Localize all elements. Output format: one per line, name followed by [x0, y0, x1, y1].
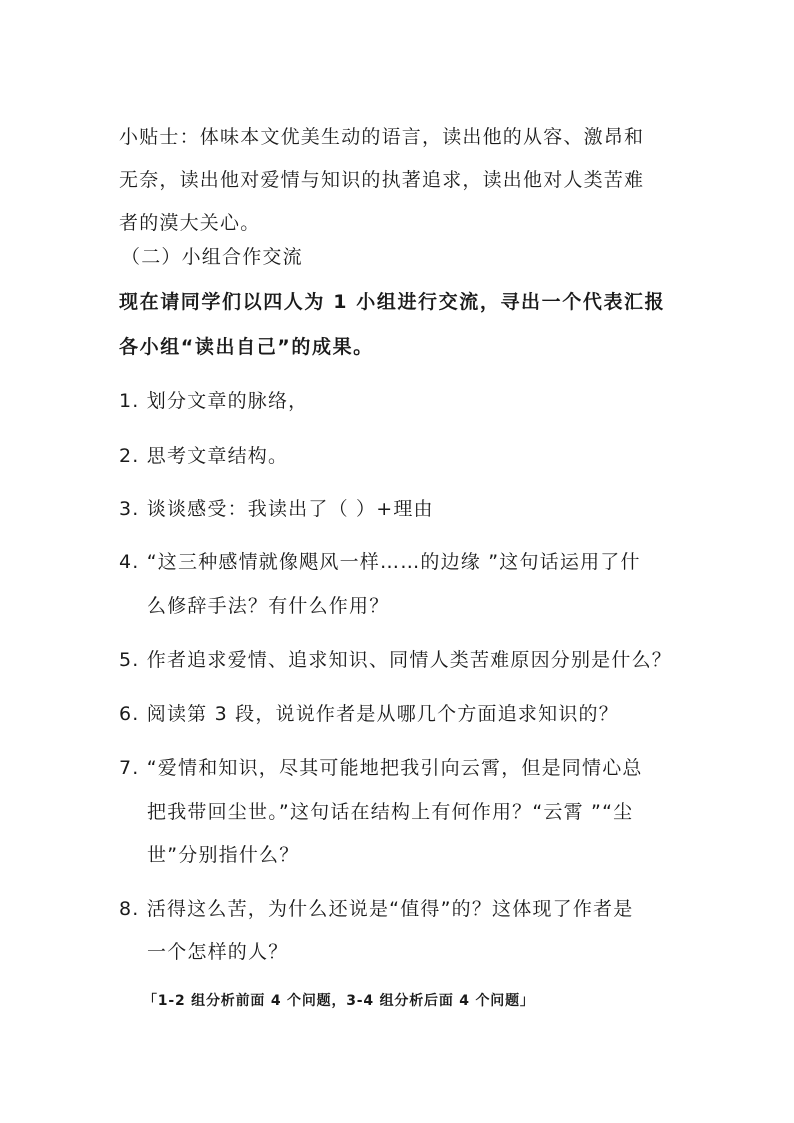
tip-line-2: 无奈，读出他对爱情与知识的执著追求，读出他对人类苦难 [119, 169, 645, 191]
list-item-7-line-1: 7. “爱情和知识，尽其可能地把我引向云霄，但是同情心总 [119, 757, 643, 779]
list-item-5: 5. 作者追求爱情、追求知识、同情人类苦难原因分别是什么？ [119, 649, 672, 671]
list-item-8-line-1: 8. 活得这么苦，为什么还说是“值得”的？这体现了作者是 [119, 898, 634, 920]
tip-line-3: 者的漠大关心。 [119, 212, 261, 234]
list-item-2: 2. 思考文章结构。 [119, 445, 289, 467]
list-item-1: 1. 划分文章的脉络， [119, 390, 309, 412]
list-item-8-line-2: 一个怎样的人？ [147, 941, 289, 963]
list-item-4-line-2: 么修辞手法？有什么作用？ [147, 595, 390, 617]
list-item-4-line-1: 4. “这三种感情就像飓风一样……的边缘 ”这句话运用了什 [119, 551, 641, 573]
list-item-7-line-2: 把我带回尘世。”这句话在结构上有何作用？“云霄 ”“尘 [147, 801, 634, 823]
list-item-3: 3. 谈谈感受：我读出了（ ）+理由 [119, 498, 434, 520]
list-item-6: 6. 阅读第 3 段，说说作者是从哪几个方面追求知识的？ [119, 703, 619, 725]
group-assignment-note: 「1-2 组分析前面 4 个问题，3-4 组分析后面 4 个问题」 [143, 993, 535, 1009]
instruction-line-2: 各小组“读出自己”的成果。 [119, 336, 374, 358]
section-heading: （二）小组合作交流 [121, 246, 303, 268]
list-item-7-line-3: 世”分别指什么？ [147, 844, 300, 866]
instruction-line-1: 现在请同学们以四人为 1 小组进行交流，寻出一个代表汇报 [119, 291, 666, 313]
tip-line-1: 小贴士：体味本文优美生动的语言，读出他的从容、激昂和 [119, 126, 645, 148]
